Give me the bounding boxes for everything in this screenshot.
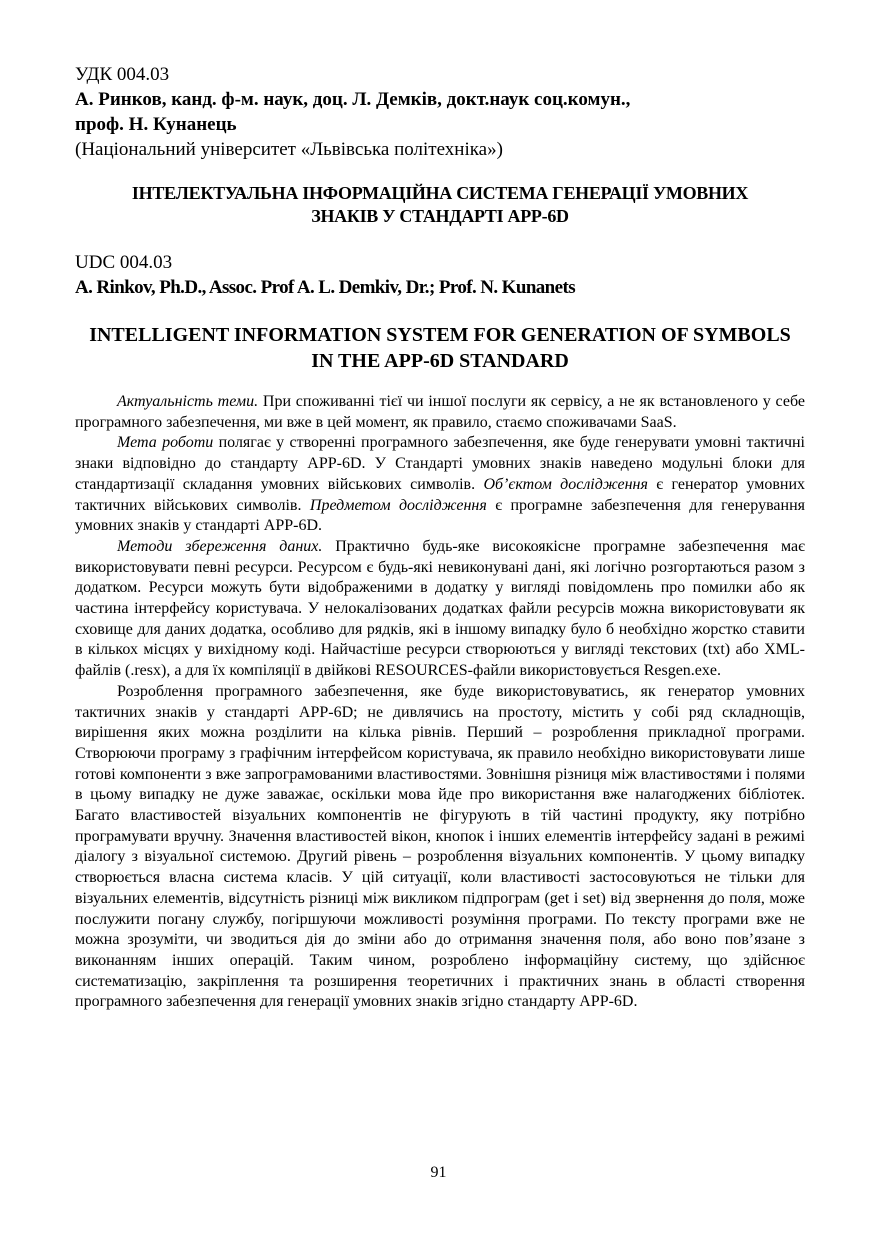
object-label: Об’єктом дослідження	[483, 475, 648, 493]
authors-ua-line2: проф. Н. Кунанець	[75, 114, 237, 135]
paragraph-development: Розроблення програмного забезпечення, яке буде використовуватись, як генератор умовних тактичних знаків у стандарті APP-6D; не дивлячись на простоту, містить у собі ряд складнощів, вирішення яких можна розділити на кілька рівнів. Перший – розроблення прикладної програми. Створюючи програму з графічним інтерфейсом користувача, як правило необхідно використовувати лише готові компоненти з вже запрограмованими властивостями. Зовнішня різниця між властивостями і полями в цьому випадку не дуже заважає, оскільки мова йде про використання вже налагоджених бібліотек. Багато властивостей візуальних компонентів не фігурують в тій частині продукту, яку потрібно програмувати вручну. Значення властивостей вікон, кнопок і інших елементів інтерфейсу задані в режимі діалогу з візуальної системою. Другий рівень – розроблення візуальних компонентів. У цьому випадку створюється власна система класів. У цій ситуації, коли властивості застосовуються не тільки для візуальних елементів, відсутність різниці між викликом підпрограм (get і set) від звернення до поля, може послужити погану службу, погіршуючи можливості розуміння програми. По тексту програми вже не можна зрозуміти, чи зводиться дія до зміни або до отримання значення поля, або воно пов’язане з виконанням інших операцій. Таким чином, розроблено інформаційну систему, що здійснює систематизацію, закріплення та розширення теоретичних і практичних знань в області створення програмного забезпечення для генерації умовних знаків згідно стандарту APP-6D.	[75, 682, 805, 1011]
relevance-label: Актуальність теми.	[117, 393, 259, 410]
affiliation-ua: (Національний університет «Львівська політехніка»)	[75, 139, 503, 160]
subject-label: Предметом дослідження	[309, 496, 487, 514]
paragraph-goal	[75, 433, 805, 537]
authors-ua-line1: А. Ринков, канд. ф-м. наук, доц. Л. Демків, докт.наук соц.комун.,	[75, 89, 631, 110]
title-ua-line2: ЗНАКІВ У СТАНДАРТІ APP-6D	[311, 206, 569, 226]
title-en-line1: INTELLIGENT INFORMATION SYSTEM FOR GENERATION OF SYMBOLS	[89, 324, 791, 346]
title-ua-line1: ІНТЕЛЕКТУАЛЬНА ІНФОРМАЦІЙНА СИСТЕМА ГЕНЕРАЦІЇ УМОВНИХ	[131, 183, 749, 203]
authors-en: A. Rinkov, Ph.D., Assoc. Prof A. L. Demkiv, Dr.; Prof. N. Kunanets	[75, 277, 576, 298]
methods-text: Практично будь-яке високоякісне програмне забезпечення має використовувати певні ресурси. Ресурсом є будь-які невиконувані дані, які логічно розгортаються разом з додатком. Ресурси можуть бути відображеними в додатку у вигляді повідомлень про помилки або як частина інтерфейсу користувача. У нелокалізованих додатках файли ресурсів можна використовувати як сховище для даних додатка, особливо для рядків, які в іншому випадку було б необхідно жорстко ставити в кількох місцях у вихідному коді. Найчастіше ресурси створюються у вигляді текстових (txt) або XML-файлів (.resx), а для їх компіляції в двійкові RESOURCES-файли використовується Resgen.exe.	[75, 537, 805, 680]
relevance-text: При споживанні тієї чи іншої послуги як сервісу, а не як встановленого у себе програмного забезпечення, ми вже в цей момент, як правило, стаємо споживачами SaaS.	[75, 393, 805, 431]
paragraph-methods	[75, 537, 805, 682]
methods-label: Методи збереження даних.	[117, 537, 323, 555]
goal-text: полягає у створенні програмного забезпечення, яке буде генерувати умовні тактичні знаки відповідно до стандарту APP-6D. У Стандарті умовних знаків наведено модульні блоки для стандартизації складання умовних військових символів.	[75, 434, 806, 493]
paragraph-relevance	[75, 392, 805, 433]
page-number: 91	[430, 1164, 447, 1181]
object-text: є генератор умовних тактичних військових символів.	[75, 475, 806, 514]
goal-label: Мета роботи	[117, 434, 214, 452]
udc-ua: УДК 004.03	[75, 64, 170, 85]
udc-en: UDC 004.03	[75, 252, 173, 273]
page-content	[75, 62, 805, 1013]
title-en-line2: IN THE APP-6D STANDARD	[311, 350, 569, 372]
subject-text: є програмне забезпечення для генерування умовних знаків у стандарті APP-6D.	[75, 496, 805, 535]
